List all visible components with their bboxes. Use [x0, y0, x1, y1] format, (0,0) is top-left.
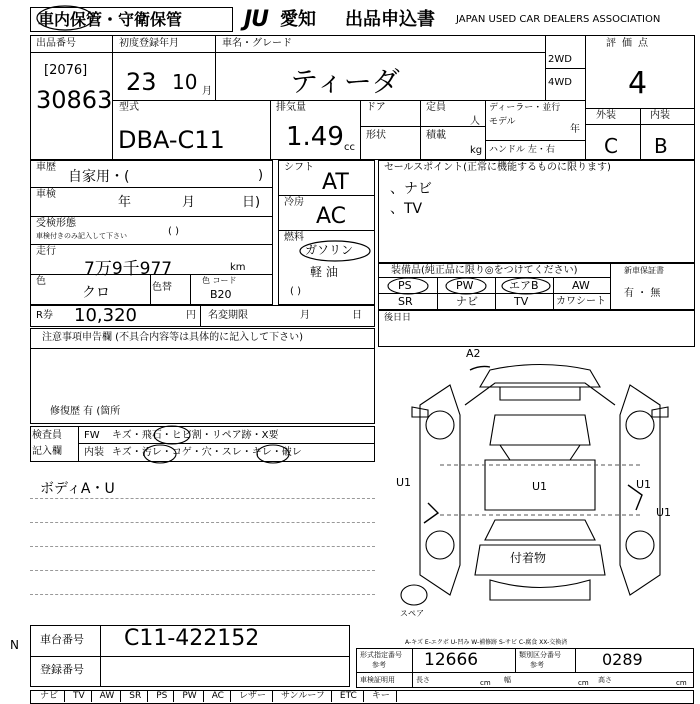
- length-unit: cm: [480, 679, 491, 687]
- r-ticket-unit: 円: [186, 310, 196, 321]
- equip-pw: PW: [456, 279, 474, 292]
- load-unit: kg: [470, 145, 483, 156]
- fuel-label: 燃料: [284, 232, 304, 243]
- name-change-day: 日: [352, 310, 362, 321]
- registration-year: 23: [126, 68, 157, 96]
- equipment-circles: [386, 276, 586, 296]
- damage-legend: A-キズ E-エクボ U-凹み W-補修跡 S-サビ C-腐食 XX-交換済: [405, 639, 568, 646]
- capacity-unit: 人: [470, 116, 480, 127]
- model-year-label: モデル: [489, 117, 516, 127]
- inspector-fw: FW: [84, 430, 100, 441]
- inspector-row-2: キズ・汚レ・コゲ・穴・スレ・キレ・破レ: [112, 447, 302, 458]
- equipment-label: 装備品(純正品に限り◎をつけてください): [391, 265, 578, 276]
- bottom-item: キー: [366, 690, 397, 702]
- width-unit: cm: [578, 679, 589, 687]
- equip-ps: PS: [398, 279, 412, 292]
- name-change-label: 名変期限: [208, 310, 248, 321]
- score-exterior-value: C: [604, 134, 618, 158]
- bottom-item: サンルーフ: [275, 690, 332, 702]
- acceptance-label: 受検形態: [36, 218, 76, 229]
- registration-label: 初度登録年月: [119, 38, 179, 49]
- inspector-circles: [140, 424, 340, 464]
- color-code-value: B20: [210, 288, 232, 301]
- acceptance-paren: ( ): [168, 226, 179, 237]
- equip-navi: ナビ: [456, 295, 478, 308]
- color-label: 色: [36, 276, 46, 287]
- repair-history: 修復歴 有 (箇所: [50, 406, 121, 417]
- equip-airbag: エアB: [509, 279, 539, 292]
- score-interior-label: 内装: [650, 110, 670, 121]
- warranty-label: 新車保証書: [624, 266, 664, 275]
- r-ticket-value: 10,320: [74, 305, 137, 326]
- model-code-label: 型式: [119, 102, 139, 113]
- door-label: ドア: [366, 102, 386, 113]
- model-year-unit: 年: [570, 124, 580, 135]
- mileage-label: 走行: [36, 246, 56, 257]
- diagram-u1-right: U1: [636, 478, 652, 491]
- displacement-label: 排気量: [276, 102, 306, 113]
- association-name: JAPAN USED CAR DEALERS ASSOCIATION: [456, 14, 661, 25]
- mileage-unit: km: [230, 262, 246, 273]
- registration-month: 10: [172, 70, 198, 94]
- color-value: クロ: [82, 285, 110, 301]
- score-exterior-label: 外装: [596, 110, 616, 121]
- bottom-item: PW: [176, 690, 203, 702]
- org-name: 愛知: [280, 9, 316, 30]
- bottom-item: AW: [94, 690, 122, 702]
- equip-tv: TV: [514, 295, 529, 308]
- cert-label: 車検証明用: [360, 676, 395, 684]
- inspector-label-2: 記入欄: [32, 446, 62, 457]
- diagram-u1-center: U1: [532, 480, 548, 493]
- history-close: ): [258, 168, 264, 183]
- storage-label: 車内保管・守衛保管: [38, 10, 183, 29]
- fuel-paren: ( ): [290, 286, 301, 297]
- shift-value: AT: [322, 170, 349, 195]
- name-change-month: 月: [300, 310, 310, 321]
- repaint-label: 色替: [152, 282, 172, 293]
- height-label: 高さ: [598, 676, 612, 684]
- dealer-label: ディーラー・並行: [489, 103, 561, 113]
- load-label: 積載: [426, 130, 446, 141]
- chassis-value: C11-422152: [124, 626, 260, 651]
- equip-aw: AW: [572, 279, 590, 292]
- spec-value: 12666: [424, 650, 479, 670]
- displacement-unit: cc: [344, 142, 355, 153]
- spec-ref: 参考: [372, 661, 386, 669]
- car-name-label: 車名・グレード: [222, 38, 292, 49]
- body-note: ボディA・U: [40, 481, 115, 497]
- score-interior-value: B: [654, 134, 668, 158]
- drive-2wd: 2WD: [548, 54, 572, 65]
- bottom-item: TV: [67, 690, 92, 702]
- plate-label: 登録番号: [40, 663, 84, 676]
- bottom-item: PS: [150, 690, 174, 702]
- bottom-item: ETC: [334, 690, 364, 702]
- length-label: 長さ: [416, 676, 430, 684]
- history-label: 車歴: [36, 162, 56, 173]
- diagram-u1-left: U1: [396, 476, 412, 489]
- aircon-value: AC: [316, 204, 347, 229]
- height-unit: cm: [676, 679, 687, 687]
- lot-sub-number: [2076]: [44, 63, 88, 78]
- diagram-spare-label: スペア: [400, 609, 424, 618]
- diagram-a2-note: A2: [466, 347, 481, 360]
- diagram-attachment-note: 付着物: [510, 551, 547, 565]
- mileage-value: 7万9千977: [84, 259, 173, 279]
- diagram-u1-far-right: U1: [656, 506, 672, 519]
- car-name-value: ティーダ: [290, 65, 400, 98]
- class-value: 0289: [602, 650, 643, 669]
- handle-label: ハンドル 左・右: [489, 145, 555, 155]
- sales-point-item-1: 、ナビ: [390, 181, 432, 197]
- inspector-interior: 内装: [84, 447, 104, 458]
- color-code-label: 色 コード: [202, 276, 237, 285]
- drive-4wd: 4WD: [548, 77, 572, 88]
- bottom-item: SR: [123, 690, 148, 702]
- storage-circle: [35, 3, 95, 33]
- inspector-row-1: キズ・飛石・ヒビ割・リペア跡・X要: [112, 430, 279, 441]
- class-ref: 参考: [530, 661, 544, 669]
- r-ticket-label: R券: [36, 310, 53, 321]
- fuel-diesel: 軽 油: [310, 265, 338, 279]
- displacement-value: 1.49: [286, 122, 344, 152]
- inspection-month: 月: [182, 195, 196, 210]
- spec-label: 形式指定番号: [360, 651, 402, 659]
- inspector-label-1: 検査員: [32, 430, 62, 441]
- brand-logo: JU: [244, 7, 269, 32]
- fuel-gasoline: ガソリン: [305, 243, 354, 257]
- sales-point-label: セールスポイント(正常に機能するものに限ります): [384, 162, 611, 173]
- inspection-day: 日): [242, 195, 261, 210]
- inspection-year: 年: [118, 195, 132, 210]
- model-code-value: DBA-C11: [118, 126, 225, 154]
- history-value: 自家用・(: [68, 169, 130, 185]
- shift-label: シフト: [284, 162, 314, 173]
- class-label: 類別区分番号: [519, 651, 561, 659]
- fuel-gasoline-circle: [298, 239, 372, 263]
- sales-point-item-2: 、TV: [390, 201, 423, 217]
- door-shape-label: 形状: [366, 130, 386, 141]
- inspection-label: 車検: [36, 189, 56, 200]
- acceptance-note: 車検付きのみ記入して下さい: [36, 232, 127, 240]
- after-note-block: [378, 310, 695, 347]
- doc-title: 出品申込書: [345, 9, 435, 30]
- bottom-item: AC: [206, 690, 231, 702]
- equip-seat: カワシート: [556, 296, 606, 307]
- lot-number: 30863: [36, 86, 113, 114]
- lot-label: 出品番号: [36, 38, 76, 49]
- sales-point-block: [378, 160, 695, 263]
- registration-month-unit: 月: [202, 86, 212, 97]
- after-note-label: 後日日: [384, 313, 412, 323]
- notice-label: 注意事項申告欄 (不具合内容等は具体的に記入して下さい): [42, 332, 303, 343]
- score-label: 評価点: [606, 38, 654, 49]
- score-value: 4: [628, 66, 648, 101]
- width-label: 幅: [504, 676, 511, 684]
- margin-n: N: [10, 638, 19, 652]
- bottom-items-row: [34, 690, 694, 702]
- equip-sr: SR: [398, 295, 413, 308]
- aircon-label: 冷房: [284, 197, 304, 208]
- bottom-item: レザー: [233, 690, 273, 702]
- warranty-value: 有 ・ 無: [624, 288, 661, 299]
- bottom-item: ナビ: [34, 690, 65, 702]
- capacity-label: 定員: [426, 102, 446, 113]
- chassis-label: 車台番号: [40, 633, 84, 646]
